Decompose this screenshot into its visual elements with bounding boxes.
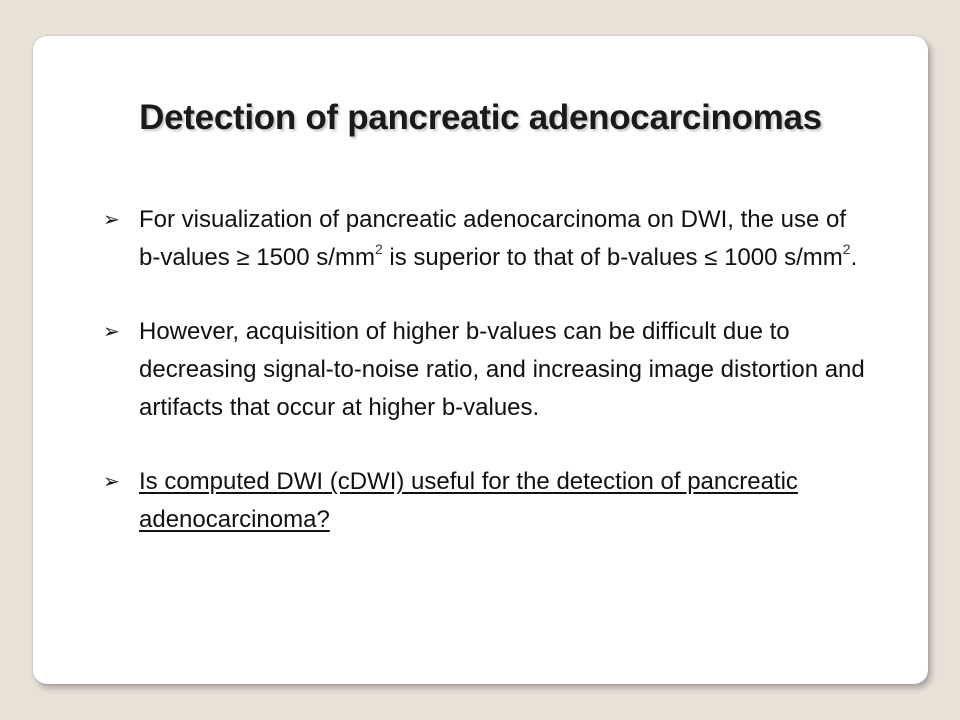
superscript: 2 — [374, 241, 383, 257]
superscript: 2 — [842, 241, 851, 257]
bullet-text-b-values — [139, 206, 857, 271]
slide-title: Detection of pancreatic adenocarcinomas — [139, 98, 822, 137]
slide-card — [33, 36, 928, 684]
bullet-text-part: is superior to that of b-values ≤ 1000 s/mm — [382, 244, 843, 271]
bullet-item-acquisition — [99, 313, 869, 427]
bullet-list — [99, 201, 869, 575]
bullet-text-part: . — [850, 244, 858, 271]
bullet-text-part: For visualization of pancreatic adenocarcinoma on DWI, the use of b-values ≥ 1500 s/mm — [139, 206, 847, 271]
bullet-item-b-values — [99, 201, 869, 277]
arrow-bullet-icon: ➢ — [103, 321, 120, 343]
bullet-item-question — [99, 463, 869, 539]
arrow-bullet-icon: ➢ — [103, 209, 120, 231]
bullet-text-acquisition: However, acquisition of higher b-values can be difficult due to decreasing signal-to-noise ratio, and increasing image distortion and artifacts that occur at higher b-values. — [139, 318, 865, 421]
arrow-bullet-icon: ➢ — [103, 471, 120, 493]
bullet-text-question: Is computed DWI (cDWI) useful for the detection of pancreatic adenocarcinoma? — [139, 468, 798, 533]
